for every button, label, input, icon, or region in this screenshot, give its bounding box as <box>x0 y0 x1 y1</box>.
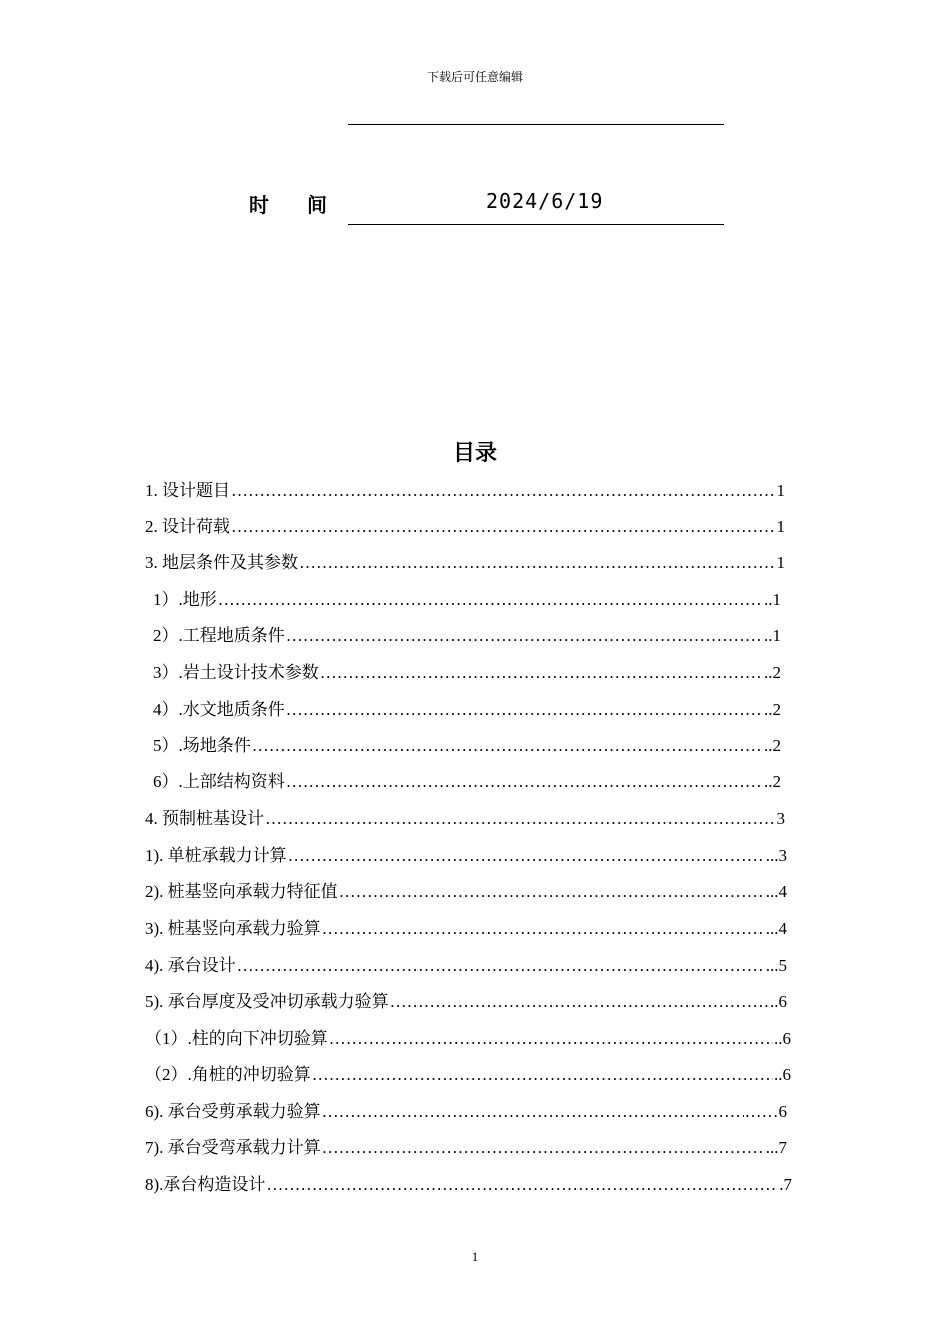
toc-entry-label: 3. 地层条件及其参数 <box>145 553 298 572</box>
toc-entry[interactable] <box>145 1098 787 1122</box>
toc-entry-page: 1 <box>776 481 785 500</box>
toc-entry-label: 5). 承台厚度及受冲切承载力验算 <box>145 992 389 1011</box>
toc-entry-page: 1 <box>776 553 785 572</box>
toc-entry-label: 6）.上部结构资料 <box>153 772 285 791</box>
toc-entry[interactable] <box>153 696 781 720</box>
toc-entry-page: ..2 <box>764 772 781 791</box>
toc-entry-label: 4. 预制桩基设计 <box>145 809 264 828</box>
toc-entry[interactable] <box>153 659 781 683</box>
toc-entry-label: 7). 承台受弯承载力计算 <box>145 1138 321 1157</box>
toc-entry-page: ..2 <box>764 736 781 755</box>
toc-entry-label: 2）.工程地质条件 <box>153 626 285 645</box>
toc-entry-page: ...5 <box>765 956 787 975</box>
time-underline <box>348 224 724 225</box>
toc-entry-page: ...4 <box>765 919 787 938</box>
toc-leader-dots <box>322 919 765 939</box>
toc-entry-page: ...4 <box>765 882 787 901</box>
toc-leader-dots <box>231 517 776 537</box>
toc-entry-page: ...7 <box>765 1138 787 1157</box>
toc-entry[interactable] <box>145 1134 787 1158</box>
header-note: 下载后可任意编辑 <box>426 70 523 84</box>
time-label-char-2: 间 <box>307 195 327 217</box>
toc-entry[interactable] <box>145 549 785 573</box>
toc-entry-page: ..6 <box>774 1065 791 1084</box>
toc-leader-dots <box>339 882 765 902</box>
toc-entry[interactable] <box>145 1171 792 1195</box>
toc-leader-dots <box>231 481 776 501</box>
toc-leader-dots <box>286 700 763 720</box>
toc-leader-dots <box>286 772 763 792</box>
toc-entry-page: ..2 <box>764 700 781 719</box>
toc-entry[interactable] <box>145 952 787 976</box>
toc-entry-label: （1）.柱的向下冲切验算 <box>145 1029 328 1048</box>
name-underline <box>348 124 724 125</box>
toc-entry-label: （2）.角桩的冲切验算 <box>145 1065 311 1084</box>
toc-leader-dots <box>320 663 763 683</box>
toc-entry-label: 1. 设计题目 <box>145 481 230 500</box>
toc-leader-dots <box>252 736 763 756</box>
toc-entry[interactable] <box>153 586 781 610</box>
toc-leader-dots <box>312 1065 773 1085</box>
toc-leader-dots <box>299 553 776 573</box>
toc-entry[interactable] <box>145 805 785 829</box>
page-number: 1 <box>471 1249 479 1264</box>
toc-entry-page: 3 <box>776 809 785 828</box>
toc-entry-page: ..6 <box>774 1029 791 1048</box>
toc-leader-dots <box>265 809 776 829</box>
toc-entry-label: 1）.地形 <box>153 590 217 609</box>
toc-entry-page: ..2 <box>764 663 781 682</box>
toc-entry-page: ……6 <box>744 1102 787 1121</box>
toc-leader-dots <box>286 626 763 646</box>
toc-entry[interactable] <box>145 915 787 939</box>
toc-leader-dots <box>322 1138 765 1158</box>
toc-leader-dots <box>218 590 763 610</box>
toc-entry-label: 3). 桩基竖向承载力验算 <box>145 919 321 938</box>
time-label-char-1: 时 <box>249 195 269 217</box>
toc-entry-page: ..1 <box>764 590 781 609</box>
toc-entry-page: .7 <box>779 1175 792 1194</box>
toc-leader-dots <box>237 956 765 976</box>
toc-leader-dots <box>322 1102 744 1122</box>
toc-entry[interactable] <box>145 1025 791 1049</box>
toc-entry[interactable] <box>153 732 781 756</box>
toc-entry[interactable] <box>153 768 781 792</box>
toc-entry[interactable] <box>145 842 787 866</box>
toc-entry-label: 8).承台构造设计 <box>145 1175 266 1194</box>
toc-entry[interactable] <box>153 622 781 646</box>
toc-entry-label: 4）.水文地质条件 <box>153 700 285 719</box>
toc-entry[interactable] <box>145 477 785 501</box>
toc-leader-dots <box>288 846 765 866</box>
toc-entry[interactable] <box>145 513 785 537</box>
toc-title: 目录 <box>452 440 497 465</box>
toc-entry-label: 5）.场地条件 <box>153 736 251 755</box>
time-label <box>249 189 327 218</box>
time-value: 2024/6/19 <box>486 189 604 213</box>
toc-entry-page: ...3 <box>765 846 787 865</box>
toc-entry[interactable] <box>145 1061 791 1085</box>
toc-entry-label: 4). 承台设计 <box>145 956 236 975</box>
toc-entry-label: 3）.岩土设计技术参数 <box>153 663 319 682</box>
toc-entry[interactable] <box>145 988 787 1012</box>
toc-leader-dots <box>390 992 769 1012</box>
toc-entry[interactable] <box>145 878 787 902</box>
toc-entry-label: 2). 桩基竖向承载力特征值 <box>145 882 338 901</box>
toc-entry-label: 2. 设计荷载 <box>145 517 230 536</box>
toc-entry-page: 1 <box>776 517 785 536</box>
toc-entry-label: 6). 承台受剪承载力验算 <box>145 1102 321 1121</box>
toc-entry-page: ..6 <box>770 992 787 1011</box>
toc-leader-dots <box>266 1175 778 1195</box>
toc-entry-page: ..1 <box>764 626 781 645</box>
toc-leader-dots <box>329 1029 773 1049</box>
toc-entry-label: 1). 单桩承载力计算 <box>145 846 287 865</box>
